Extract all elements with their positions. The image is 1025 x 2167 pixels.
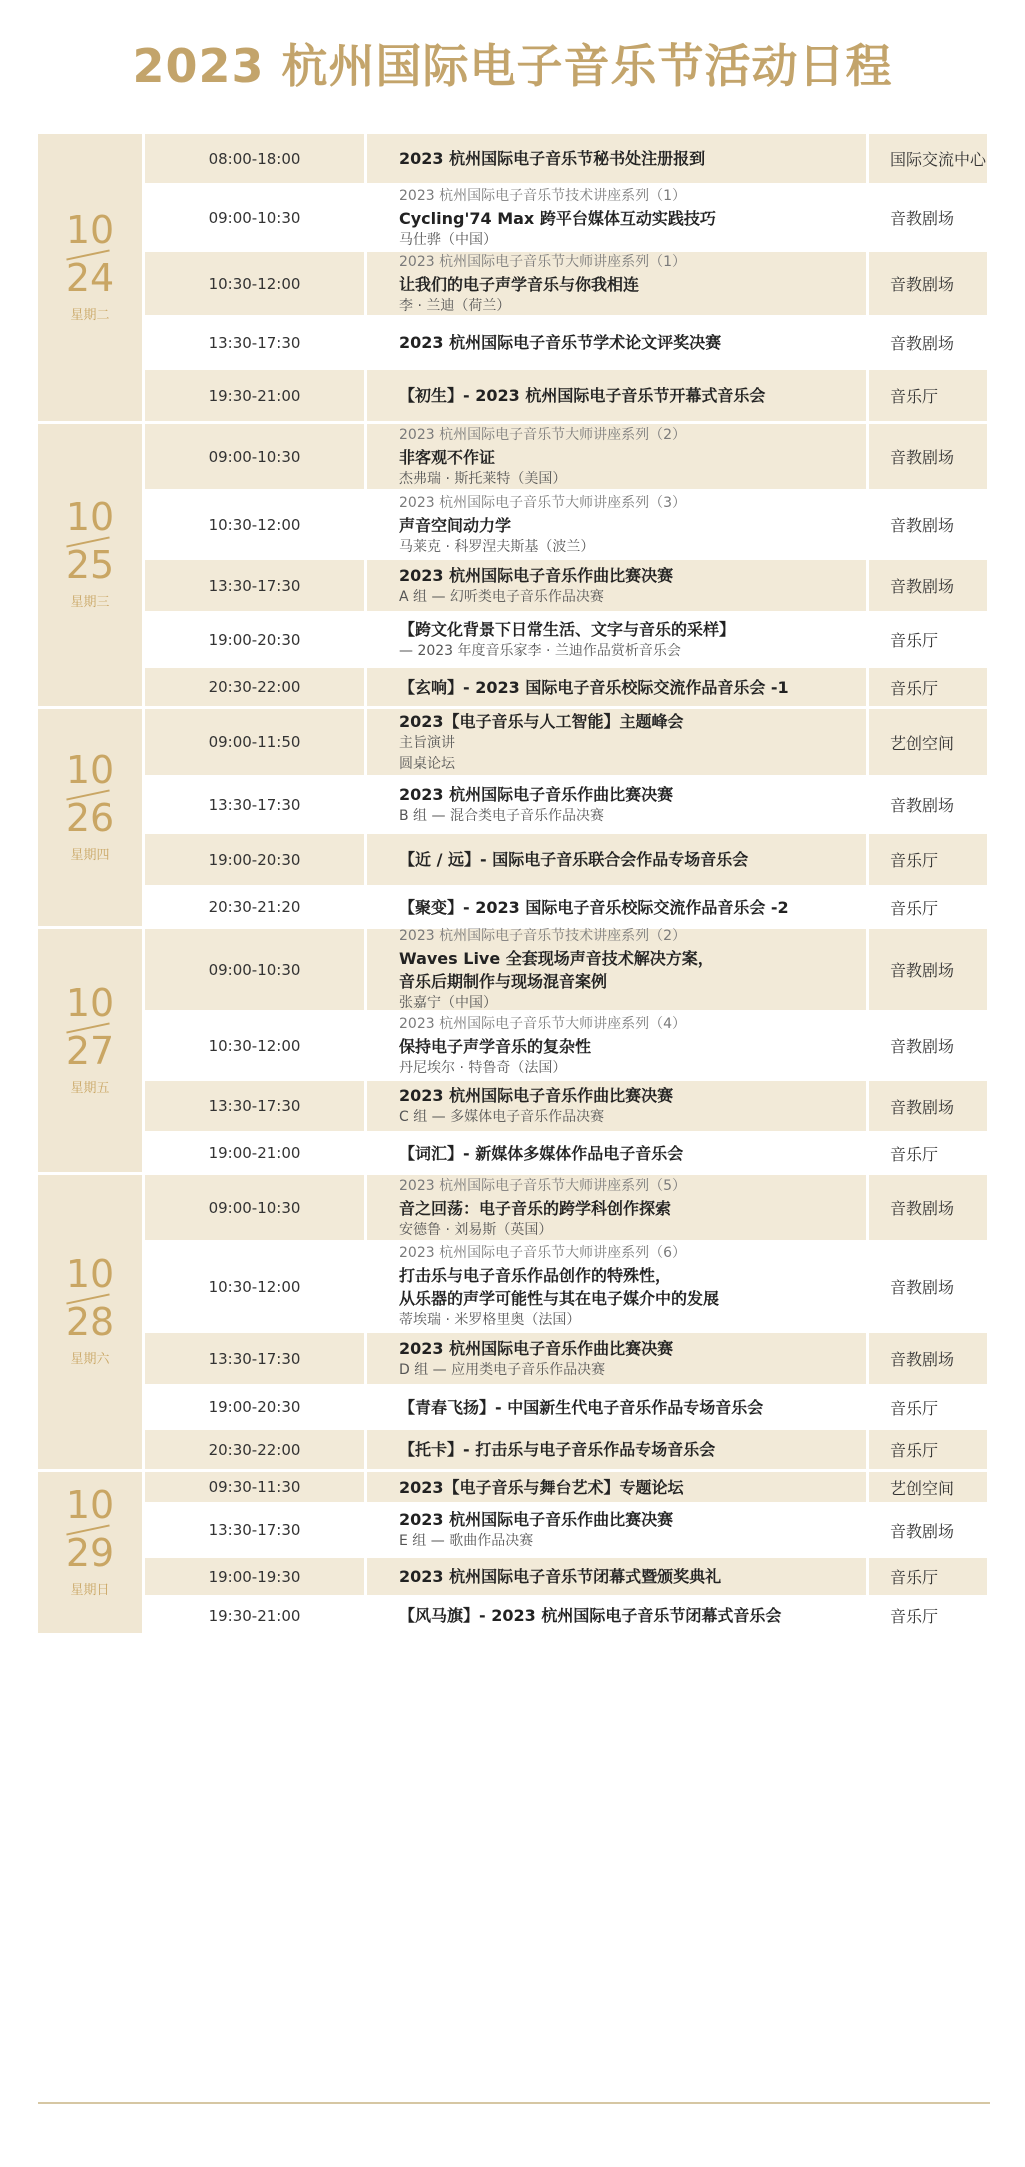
event-details xyxy=(367,252,866,315)
event-subtitle: 蒂埃瑞 · 米罗格里奥（法国） xyxy=(399,1312,581,1328)
schedule-row xyxy=(145,834,990,885)
event-series: 2023 杭州国际电子音乐节大师讲座系列（6） xyxy=(399,1245,686,1261)
event-title: 【风马旗】- 2023 杭州国际电子音乐节闭幕式音乐会 xyxy=(399,1606,782,1625)
event-title: 2023 杭州国际电子音乐节学术论文评奖决赛 xyxy=(399,333,722,352)
event-title: 【青春飞扬】- 中国新生代电子音乐作品专场音乐会 xyxy=(399,1397,764,1417)
event-title: 2023 杭州国际电子音乐作曲比赛决赛 xyxy=(399,1338,674,1358)
schedule-row xyxy=(145,1081,990,1131)
event-details xyxy=(367,560,866,611)
event-details xyxy=(367,1430,866,1469)
event-title: 2023【电子音乐与舞台艺术】专题论坛 xyxy=(399,1477,684,1497)
event-time: 19:00-20:30 xyxy=(208,630,301,649)
event-subtitle: 马莱克 · 科罗涅夫斯基（波兰） xyxy=(399,538,595,555)
event-venue: 音教剧场 xyxy=(869,252,987,315)
date-day: 25 xyxy=(65,543,115,587)
event-subtitle: 主旨演讲 xyxy=(399,734,455,751)
event-venue: 音乐厅 xyxy=(869,370,987,421)
event-venue: 艺创空间 xyxy=(869,1472,987,1502)
day-block xyxy=(38,709,990,926)
event-details xyxy=(367,1243,866,1330)
event-time: 10:30-12:00 xyxy=(145,252,364,315)
event-venue: 音教剧场 xyxy=(869,1081,987,1131)
event-subtitle: D 组 — 应用类电子音乐作品决赛 xyxy=(399,1361,606,1378)
event-venue: 音教剧场 xyxy=(869,1333,987,1384)
schedule-row xyxy=(145,668,990,706)
event-time: 09:00-10:30 xyxy=(208,208,301,227)
event-time: 09:00-10:30 xyxy=(145,1175,364,1240)
event-title: 【聚变】- 2023 国际电子音乐校际交流作品音乐会 -2 xyxy=(399,897,789,917)
event-series: 2023 杭州国际电子音乐节技术讲座系列（1） xyxy=(399,187,686,204)
event-title: 【玄响】- 2023 国际电子音乐校际交流作品音乐会 -1 xyxy=(399,677,789,697)
date-month: 10 xyxy=(65,495,115,539)
date-weekday: 星期三 xyxy=(70,595,110,610)
schedule-row xyxy=(145,1387,990,1427)
event-subtitle: E 组 — 歌曲作品决赛 xyxy=(399,1533,534,1549)
event-time: 19:00-20:30 xyxy=(145,834,364,885)
date-day: 24 xyxy=(65,255,115,300)
event-details xyxy=(367,1558,866,1595)
event-venue: 音乐厅 xyxy=(890,898,939,918)
event-subtitle: 丹尼埃尔 · 特鲁奇（法国） xyxy=(399,1059,567,1076)
date-month: 10 xyxy=(65,747,115,792)
event-time: 10:30-12:00 xyxy=(208,1036,301,1055)
event-time: 19:30-21:00 xyxy=(145,370,364,421)
event-details xyxy=(367,1175,866,1240)
event-subtitle: C 组 — 多媒体电子音乐作品决赛 xyxy=(399,1109,605,1125)
event-venue: 音教剧场 xyxy=(869,424,987,489)
schedule-row xyxy=(145,370,990,421)
event-series: 2023 杭州国际电子音乐节大师讲座系列（4） xyxy=(399,1015,686,1032)
event-details xyxy=(367,1598,866,1633)
event-time: 10:30-12:00 xyxy=(208,515,301,534)
event-time: 09:30-11:30 xyxy=(145,1472,364,1502)
schedule-row xyxy=(145,888,990,926)
event-details xyxy=(367,778,866,831)
event-time: 20:30-22:00 xyxy=(145,668,364,706)
schedule-row xyxy=(145,709,990,775)
schedule-row xyxy=(145,252,990,315)
date-day: 26 xyxy=(65,795,115,840)
event-subtitle: 李 · 兰迪（荷兰） xyxy=(399,297,511,314)
event-venue: 音乐厅 xyxy=(890,631,939,650)
schedule-row xyxy=(145,560,990,611)
schedule-row xyxy=(145,424,990,489)
event-subtitle: A 组 — 幻听类电子音乐作品决赛 xyxy=(399,588,604,605)
schedule-row xyxy=(145,1243,990,1330)
event-details xyxy=(367,318,866,367)
event-time: 13:30-17:30 xyxy=(145,1333,364,1384)
event-time: 13:30-17:30 xyxy=(145,1081,364,1131)
event-title: 【初生】- 2023 杭州国际电子音乐节开幕式音乐会 xyxy=(399,386,766,405)
event-title-line2: 音乐后期制作与现场混音案例 xyxy=(399,972,608,991)
event-venue: 音教剧场 xyxy=(890,1521,955,1541)
event-venue: 音乐厅 xyxy=(869,668,987,706)
schedule-row xyxy=(145,1333,990,1384)
event-time: 09:00-10:30 xyxy=(145,424,364,489)
event-series: 2023 杭州国际电子音乐节大师讲座系列（1） xyxy=(399,253,686,270)
event-venue: 音乐厅 xyxy=(890,1144,939,1164)
event-series: 2023 杭州国际电子音乐节大师讲座系列（5） xyxy=(399,1177,686,1194)
event-details xyxy=(367,1387,866,1427)
event-details xyxy=(367,888,866,926)
event-details xyxy=(367,1081,866,1131)
schedule-row xyxy=(145,134,990,183)
event-title: 2023 杭州国际电子音乐节闭幕式暨颁奖典礼 xyxy=(399,1567,722,1586)
event-series: 2023 杭州国际电子音乐节大师讲座系列（3） xyxy=(399,494,686,511)
event-details xyxy=(367,1472,866,1502)
schedule-row xyxy=(145,614,990,665)
event-time: 08:00-18:00 xyxy=(145,134,364,183)
date-weekday: 星期五 xyxy=(70,1080,110,1096)
event-details xyxy=(367,134,866,183)
date-weekday: 星期四 xyxy=(70,847,110,863)
event-series: 2023 杭州国际电子音乐节大师讲座系列（2） xyxy=(399,426,686,443)
day-block xyxy=(38,929,990,1172)
event-venue: 音教剧场 xyxy=(890,334,955,353)
event-details xyxy=(367,614,866,665)
schedule-row xyxy=(145,1134,990,1172)
schedule-row xyxy=(145,778,990,831)
event-venue: 音教剧场 xyxy=(890,516,955,535)
day-block xyxy=(38,1472,990,1633)
date-month: 10 xyxy=(65,207,115,252)
event-title: Waves Live 全套现场声音技术解决方案， xyxy=(399,949,714,968)
event-time: 09:00-10:30 xyxy=(145,929,364,1010)
event-title: 【词汇】- 新媒体多媒体作品电子音乐会 xyxy=(399,1143,684,1163)
event-subtitle: 安德鲁 · 刘易斯（英国） xyxy=(399,1221,553,1238)
schedule-row xyxy=(145,186,990,249)
schedule-row xyxy=(145,1430,990,1469)
event-time: 19:30-21:00 xyxy=(208,1606,301,1625)
event-details xyxy=(367,1505,866,1555)
event-subtitle: — 2023 年度音乐家李 · 兰迪作品赏析音乐会 xyxy=(399,642,681,659)
event-time: 20:30-21:20 xyxy=(208,898,301,916)
page-title: 2023 杭州国际电子音乐节活动日程 xyxy=(132,39,893,93)
event-subtitle: 张嘉宁（中国） xyxy=(399,995,497,1011)
event-title: 非客观不作证 xyxy=(399,447,496,467)
date-cell xyxy=(38,929,142,1172)
event-time: 13:30-17:30 xyxy=(208,333,301,352)
event-details xyxy=(367,186,866,249)
schedule-row xyxy=(145,929,990,1010)
event-details xyxy=(367,929,866,1010)
schedule-row xyxy=(145,318,990,367)
event-title: 2023 杭州国际电子音乐作曲比赛决赛 xyxy=(399,1086,674,1105)
event-title: 【近 / 远】- 国际电子音乐联合会作品专场音乐会 xyxy=(399,850,749,869)
event-subtitle: 马仕骅（中国） xyxy=(399,231,497,248)
event-details xyxy=(367,1333,866,1384)
event-title: 打击乐与电子音乐作品创作的特殊性， xyxy=(399,1266,672,1285)
schedule-table xyxy=(38,134,990,1636)
date-weekday: 星期日 xyxy=(70,1582,110,1598)
event-details xyxy=(367,709,866,775)
event-time: 19:00-20:30 xyxy=(208,1398,301,1416)
schedule-row xyxy=(145,1175,990,1240)
date-weekday: 星期二 xyxy=(70,307,110,323)
event-subtitle: 杰弗瑞 · 斯托莱特（美国） xyxy=(399,470,567,487)
schedule-row xyxy=(145,1013,990,1078)
event-time: 09:00-11:50 xyxy=(145,709,364,775)
date-cell xyxy=(38,134,142,421)
event-venue: 音乐厅 xyxy=(869,1430,987,1469)
event-details xyxy=(367,424,866,489)
event-title: Cycling'74 Max 跨平台媒体互动实践技巧 xyxy=(399,208,716,228)
event-details xyxy=(367,492,866,557)
schedule-row xyxy=(145,1598,990,1633)
event-time: 20:30-22:00 xyxy=(145,1430,364,1469)
event-venue: 音教剧场 xyxy=(890,796,955,815)
event-venue: 音乐厅 xyxy=(890,1398,939,1418)
event-venue: 国际交流中心 xyxy=(869,134,987,183)
day-block xyxy=(38,424,990,706)
event-details xyxy=(367,834,866,885)
event-title: 2023 杭州国际电子音乐作曲比赛决赛 xyxy=(399,565,674,585)
event-title: 2023 杭州国际电子音乐作曲比赛决赛 xyxy=(399,784,674,804)
event-title: 音之回荡：电子音乐的跨学科创作探索 xyxy=(399,1198,672,1218)
event-venue: 音教剧场 xyxy=(869,560,987,611)
event-title: 2023 杭州国际电子音乐作曲比赛决赛 xyxy=(399,1510,674,1529)
event-venue: 音教剧场 xyxy=(890,1037,955,1056)
event-series: 2023 杭州国际电子音乐节技术讲座系列（2） xyxy=(399,928,686,944)
date-cell xyxy=(38,424,142,706)
event-details xyxy=(367,1013,866,1078)
event-title-line2: 从乐器的声学可能性与其在电子媒介中的发展 xyxy=(399,1289,720,1308)
event-subtitle: B 组 — 混合类电子音乐作品决赛 xyxy=(399,807,604,824)
date-day: 27 xyxy=(65,1028,115,1073)
event-title: 2023 杭州国际电子音乐节秘书处注册报到 xyxy=(399,149,706,168)
event-time: 19:00-21:00 xyxy=(208,1144,301,1162)
event-venue: 音乐厅 xyxy=(869,834,987,885)
bottom-divider xyxy=(38,2102,990,2104)
day-block xyxy=(38,134,990,421)
event-title: 2023【电子音乐与人工智能】主题峰会 xyxy=(399,711,684,731)
date-month: 10 xyxy=(65,1482,115,1527)
schedule-row xyxy=(145,492,990,557)
date-day: 29 xyxy=(65,1530,115,1575)
schedule-row xyxy=(145,1472,990,1502)
schedule-row xyxy=(145,1505,990,1555)
event-time: 13:30-17:30 xyxy=(208,795,301,814)
date-month: 10 xyxy=(65,980,115,1025)
date-cell xyxy=(38,1175,142,1469)
event-venue: 音乐厅 xyxy=(869,1558,987,1595)
day-block xyxy=(38,1175,990,1469)
event-time: 19:00-19:30 xyxy=(145,1558,364,1595)
event-venue: 音教剧场 xyxy=(890,1278,955,1297)
date-day: 28 xyxy=(65,1300,115,1344)
event-venue: 音教剧场 xyxy=(869,929,987,1010)
date-month: 10 xyxy=(65,1252,115,1296)
date-weekday: 星期六 xyxy=(70,1352,110,1367)
date-cell xyxy=(38,1472,142,1633)
event-details xyxy=(367,1134,866,1172)
event-venue: 音教剧场 xyxy=(869,1175,987,1240)
event-title: 【跨文化背景下日常生活、文字与音乐的采样】 xyxy=(399,619,736,639)
schedule-row xyxy=(145,1558,990,1595)
date-cell xyxy=(38,709,142,926)
event-title: 保持电子声学音乐的复杂性 xyxy=(399,1036,592,1056)
event-subtitle-line2: 圆桌论坛 xyxy=(399,755,455,772)
event-time: 10:30-12:00 xyxy=(208,1277,301,1296)
event-details xyxy=(367,668,866,706)
event-time: 13:30-17:30 xyxy=(145,560,364,611)
event-venue: 音教剧场 xyxy=(890,209,955,228)
event-details xyxy=(367,370,866,421)
event-venue: 音乐厅 xyxy=(890,1607,939,1626)
event-title: 【托卡】- 打击乐与电子音乐作品专场音乐会 xyxy=(399,1440,716,1459)
event-title: 让我们的电子声学音乐与你我相连 xyxy=(399,274,640,294)
event-title: 声音空间动力学 xyxy=(399,515,512,535)
event-venue: 艺创空间 xyxy=(869,709,987,775)
event-time: 13:30-17:30 xyxy=(208,1521,301,1539)
